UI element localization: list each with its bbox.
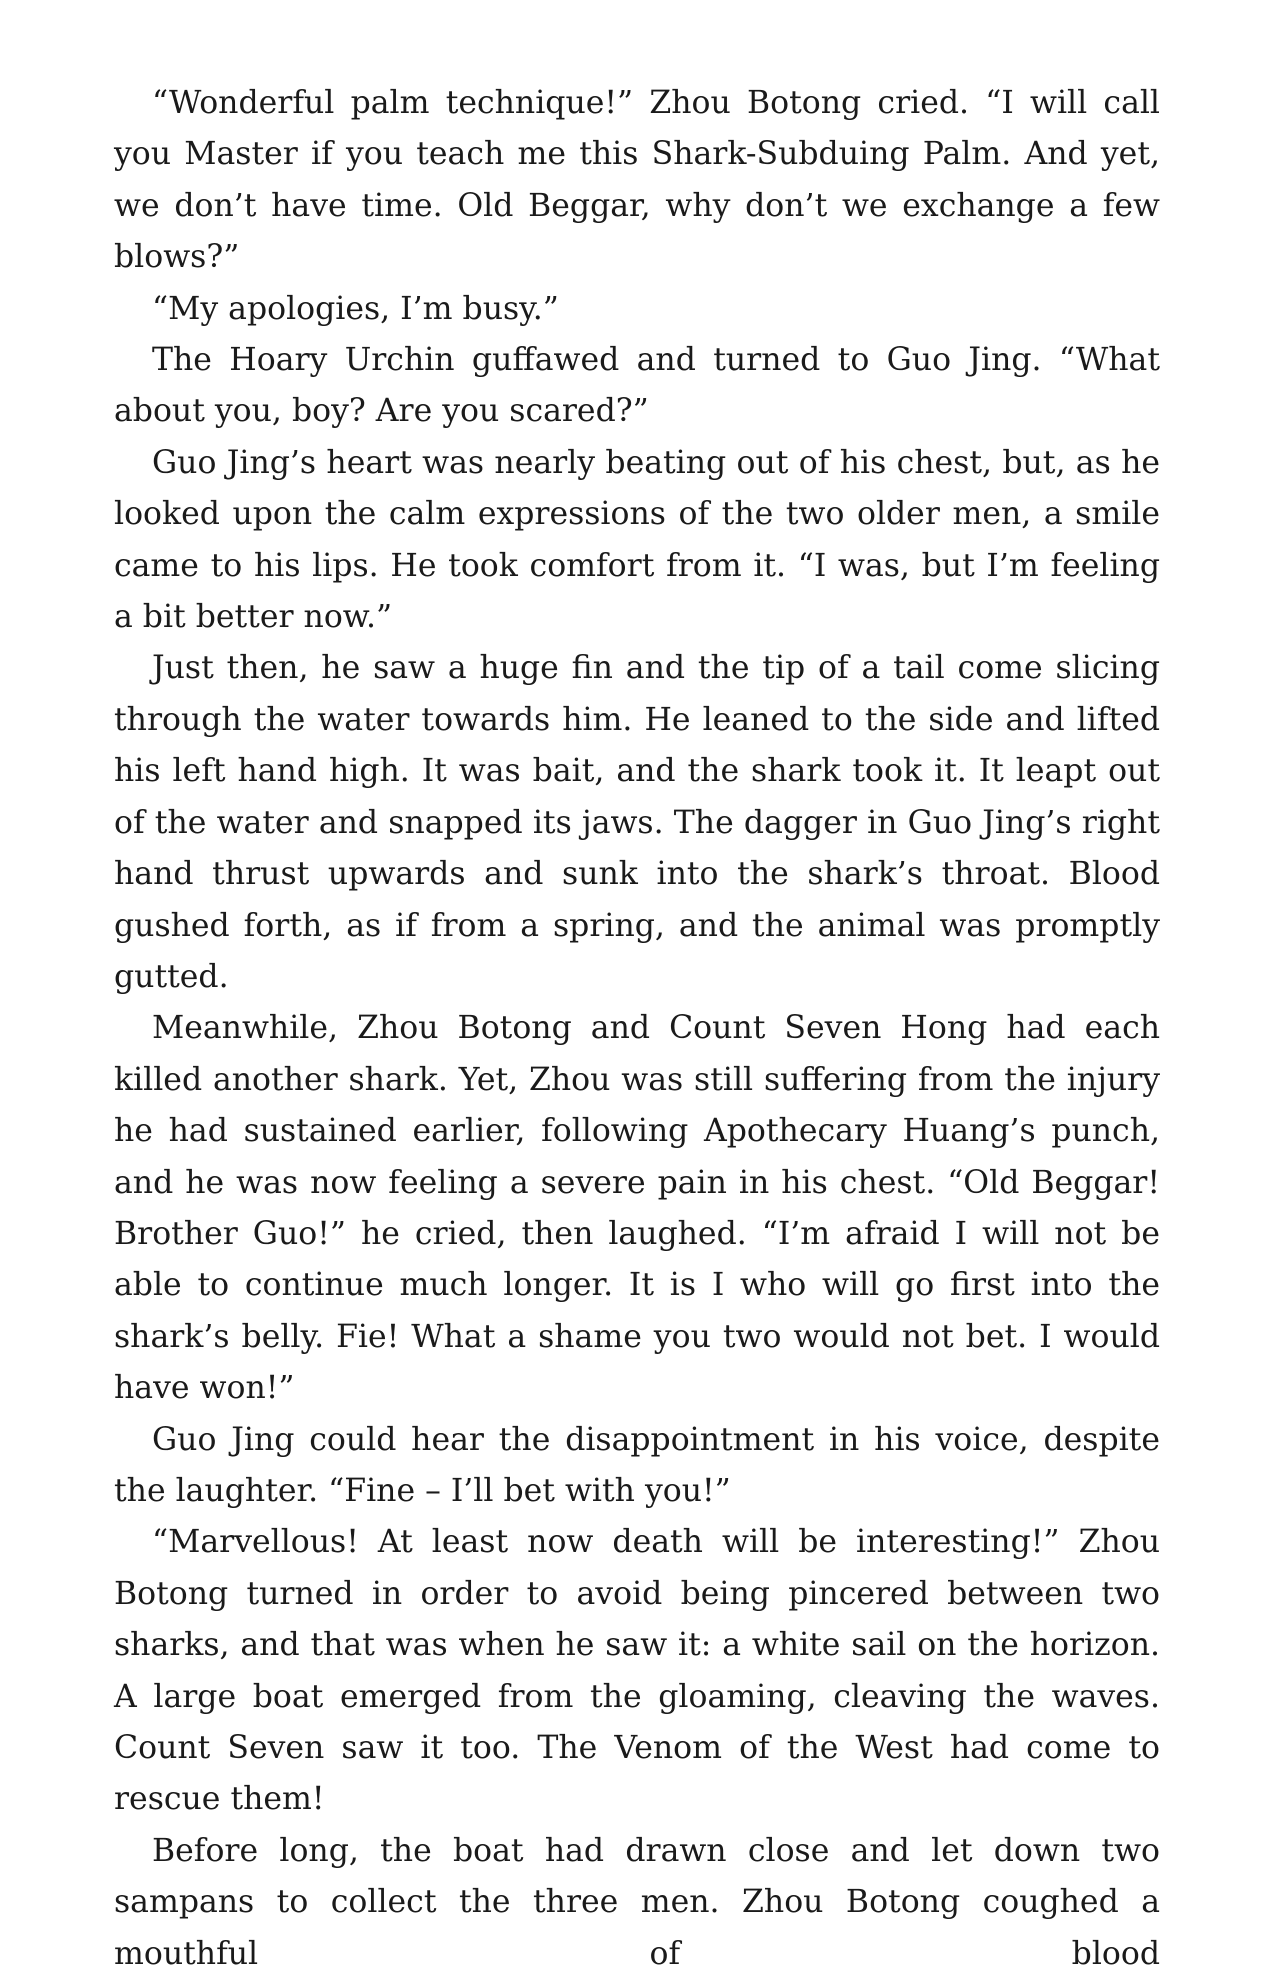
paragraph: “Marvellous! At least now death will be interesting!” Zhou Botong turned in order to avoid being pincered between two sharks, and that was when he saw it: a white sail on the horizon. A large boat emerged from the gloaming, cleaving the waves. Count Seven saw it too. The Venom of the West had come to rescue them! <box>114 1524 1160 1818</box>
paragraph-continued: Before long, the boat had drawn close and let down two sampans to collect the three men. Zhou Botong coughed a mouthful of blood <box>114 1832 1160 1972</box>
paragraph: Just then, he saw a huge fin and the tip of a tail come slicing through the water towards him. He leaned to the side and lifted his left hand high. It was bait, and the shark took it. It leapt out of the water and snapped its jaws. The dagger in Guo Jing’s right hand thrust upwards and sunk into the shark’s throat. Blood gushed forth, as if from a spring, and the animal was promptly gutted. <box>114 650 1160 995</box>
paragraph: “Wonderful palm technique!” Zhou Botong cried. “I will call you Master if you teach me this Shark-Subduing Palm. And yet, we don’t have time. Old Beggar, why don’t we exchange a few blows?” <box>114 85 1160 276</box>
paragraph: “My apologies, I’m busy.” <box>152 290 559 327</box>
paragraph: Guo Jing’s heart was nearly beating out of his chest, but, as he looked upon the calm expressions of the two older men, a smile came to his lips. He took comfort from it. “I was, but I’m feeling a bit better now.” <box>114 444 1160 636</box>
paragraph: Guo Jing could hear the disappointment in his voice, despite the laughter. “Fine – I’ll bet with you!” <box>114 1421 1160 1509</box>
paragraph: The Hoary Urchin guffawed and turned to Guo Jing. “What about you, boy? Are you scared?” <box>114 342 1160 430</box>
paragraph: Meanwhile, Zhou Botong and Count Seven Hong had each killed another shark. Yet, Zhou was still suffering from the injury he had sustained earlier, following Apothecary Huang’s punch, and he was now feeling a severe pain in his chest. “Old Beggar! Brother Guo!” he cried, then laughed. “I’m afraid I will not be able to continue much longer. It is I who will go first into the shark’s belly. Fie! What a shame you two would not bet. I would have won!” <box>114 1010 1160 1407</box>
book-page <box>114 78 1160 1980</box>
